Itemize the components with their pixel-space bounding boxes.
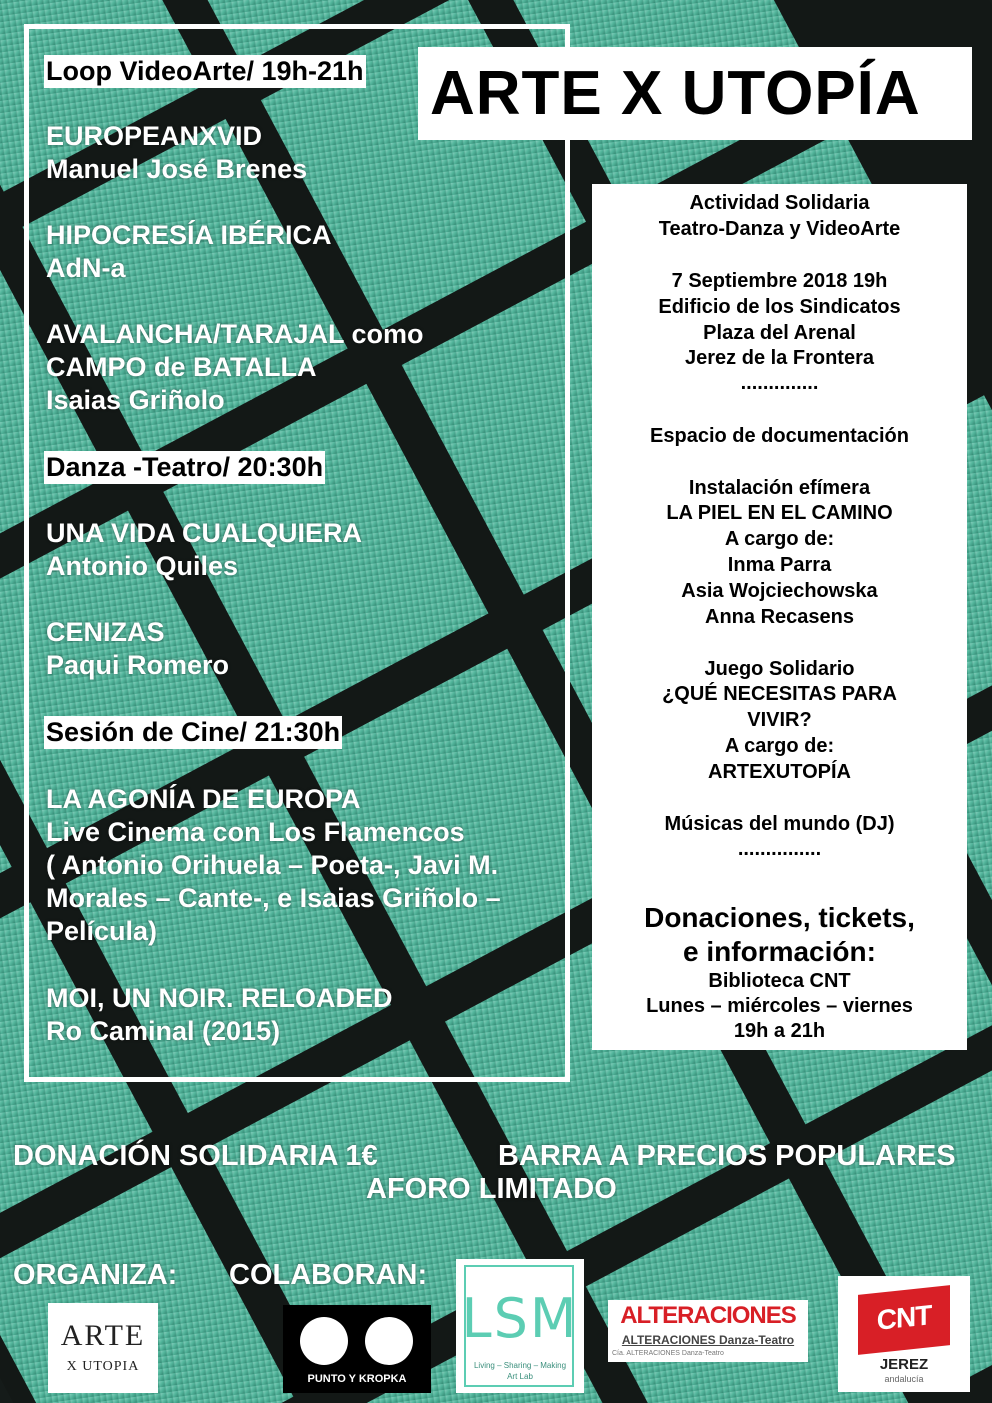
- program-item-title: HIPOCRESÍA IBÉRICA: [46, 220, 332, 250]
- separator-dots: ..............: [740, 372, 819, 394]
- program-item-title: MOI, UN NOIR. RELOADED: [46, 983, 393, 1013]
- page-title: ARTE X UTOPÍA: [418, 47, 972, 140]
- donation-text: DONACIÓN SOLIDARIA 1€: [13, 1140, 378, 1172]
- info-line: Anna Recasens: [705, 606, 854, 628]
- cnt-jerez-logo: [838, 1276, 970, 1392]
- logo-text: ALTERACIONES Danza-Teatro: [621, 1333, 795, 1347]
- info-line: ¿QUÉ NECESITAS PARA: [662, 683, 897, 705]
- info-line: Teatro-Danza y VideoArte: [658, 218, 901, 240]
- circle-icon: [300, 1317, 348, 1365]
- logo-text: Cía. ALTERACIONES Danza-Teatro: [612, 1350, 724, 1357]
- alteraciones-logo: [608, 1300, 808, 1362]
- organiza-label: ORGANIZA:: [13, 1259, 178, 1291]
- program-item-title-continued: CAMPO de BATALLA: [46, 352, 317, 382]
- program-item-line: ( Antonio Orihuela – Poeta-, Javi M.: [46, 850, 499, 880]
- info-panel: [592, 184, 967, 1050]
- program-item-title: CENIZAS: [46, 617, 165, 647]
- info-line: Asia Wojciechowska: [681, 580, 878, 602]
- info-line: A cargo de:: [724, 528, 835, 550]
- lsm-logo: [456, 1259, 584, 1393]
- program-item-author: Paqui Romero: [46, 650, 230, 680]
- info-line: Espacio de documentación: [650, 425, 909, 447]
- logo-text: PUNTO Y KROPKA: [307, 1373, 407, 1385]
- logo-text: Art Lab: [507, 1372, 533, 1381]
- program-item-title: UNA VIDA CUALQUIERA: [46, 518, 362, 548]
- info-line: Actividad Solidaria: [689, 192, 870, 214]
- venue-line: Jerez de la Frontera: [685, 347, 874, 369]
- program-item-title: AVALANCHA/TARAJAL como: [46, 319, 424, 349]
- logo-text: ALTERACIONES: [620, 1302, 796, 1329]
- separator-dots: ...............: [737, 838, 822, 860]
- donation-line: Biblioteca CNT: [708, 970, 851, 992]
- venue-line: Edificio de los Sindicatos: [658, 296, 901, 318]
- cnt-flag-icon: [858, 1285, 950, 1355]
- program-item-line: Película): [46, 916, 158, 946]
- donation-line: 19h a 21h: [733, 1020, 826, 1042]
- info-line: Músicas del mundo (DJ): [664, 813, 895, 835]
- logo-text: JEREZ: [879, 1356, 929, 1373]
- punto-y-kropka-logo: [283, 1305, 431, 1393]
- logo-text: Living – Sharing – Making: [473, 1361, 567, 1370]
- donation-heading: Donaciones, tickets,: [644, 902, 915, 933]
- event-date: 7 Septiembre 2018 19h: [671, 270, 888, 292]
- section-label-cine: Sesión de Cine/ 21:30h: [46, 717, 341, 747]
- logo-text: ARTE: [60, 1319, 146, 1352]
- program-item-title: LA AGONÍA DE EUROPA: [46, 784, 361, 814]
- info-line: Inma Parra: [727, 554, 832, 576]
- bar-text: BARRA A PRECIOS POPULARES: [498, 1140, 956, 1172]
- info-line: Instalación efímera: [688, 477, 871, 499]
- program-item-author: Ro Caminal (2015): [46, 1016, 281, 1046]
- info-line: A cargo de:: [724, 735, 835, 757]
- logo-text: CNT: [876, 1299, 932, 1336]
- program-item-title: EUROPEANXVID: [46, 121, 263, 151]
- donation-line: Lunes – miércoles – viernes: [646, 995, 913, 1017]
- arte-x-utopia-logo: [48, 1303, 158, 1393]
- program-item-line: Morales – Cante-, e Isaias Griñolo –: [46, 883, 501, 913]
- logo-text: LSM: [461, 1287, 579, 1350]
- logo-text: X UTOPIA: [66, 1359, 140, 1374]
- venue-line: Plaza del Arenal: [703, 322, 856, 344]
- info-line: VIVIR?: [747, 709, 812, 731]
- info-line: ARTEXUTOPÍA: [708, 761, 851, 783]
- info-line: Juego Solidario: [704, 658, 855, 680]
- program-item-author: Manuel José Brenes: [46, 154, 308, 184]
- logo-text: andalucía: [884, 1374, 924, 1384]
- capacity-text: AFORO LIMITADO: [366, 1173, 617, 1205]
- program-item-author: Isaias Griñolo: [46, 385, 225, 415]
- program-item-line: Live Cinema con Los Flamencos: [46, 817, 465, 847]
- donation-heading: e información:: [683, 936, 876, 967]
- program-item-author: AdN-a: [46, 253, 126, 283]
- program-item-author: Antonio Quiles: [46, 551, 238, 581]
- section-label-videoarte: Loop VideoArte/ 19h-21h: [46, 56, 364, 86]
- colaboran-label: COLABORAN:: [229, 1259, 428, 1291]
- circle-icon: [365, 1317, 413, 1365]
- section-label-danza: Danza -Teatro/ 20:30h: [46, 452, 324, 482]
- info-line: LA PIEL EN EL CAMINO: [666, 502, 893, 524]
